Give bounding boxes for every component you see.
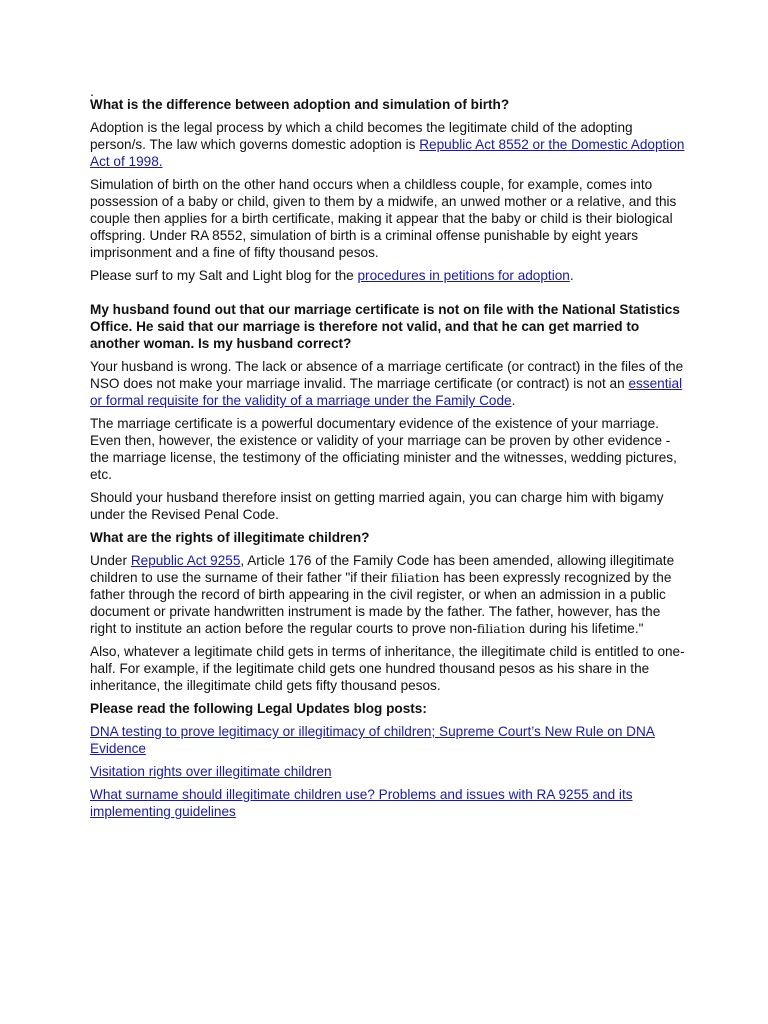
stray-dot: . [90,83,94,99]
filiation-word: filiation [391,570,440,585]
salt-light-paragraph [90,267,690,284]
adoption-text: Adoption is the legal process by which a child becomes the legitimate child of the adopting person/s. The law which governs domestic adoption is [90,120,633,152]
certificate-evidence-paragraph: The marriage certificate is a powerful documentary evidence of the existence of your marriage. Even then, however, the existence or validity of your marriage can be proven by other evidence - the marriage license, the testimony of the officiating minister and the witnesses, wedding pictures, etc. [90,416,677,482]
husband-wrong-paragraph [90,358,690,409]
husband-wrong-text: Your husband is wrong. The lack or absence of a marriage certificate (or contract) in the files of the NSO does not make your marriage invalid. The marriage certificate (or contract) is not an [90,359,684,391]
visitation-rights-link[interactable]: Visitation rights over illegitimate children [90,764,332,779]
list-item [90,723,690,757]
ra9255-text-a: Under [90,553,131,568]
legal-updates-heading: Please read the following Legal Updates blog posts: [90,701,427,716]
filiation-word: filiation [476,621,526,636]
ra9255-text-b: , Article 176 of the Family Code has been amended, allowing illegitimate children to use the surname of their father "if their [90,553,675,585]
surname-issues-link[interactable]: What surname should illegitimate children use? Problems and issues with RA 9255 and its implementing guidelines [90,787,633,819]
salt-light-text: Please surf to my Salt and Light blog for the [90,268,358,283]
inheritance-paragraph: Also, whatever a legitimate child gets in terms of inheritance, the illegitimate child is entitled to one-half. For example, if the legitimate child gets one hundred thousand pesos as his share in the inheritance, the illegitimate child gets fifty thousand pesos. [90,644,685,693]
question-marriage-heading: My husband found out that our marriage certificate is not on file with the National Statistics Office. He said that our marriage is therefore not valid, and that he can get married to another woman. Is my husband correct? [90,302,680,351]
adoption-paragraph [90,119,690,170]
list-item [90,786,690,820]
ra9255-paragraph [90,552,690,637]
husband-wrong-end: . [511,393,516,408]
salt-light-end: . [569,268,574,283]
ra9255-text-d: during his lifetime." [525,621,644,636]
ra9255-link[interactable]: Republic Act 9255 [130,553,241,568]
adoption-procedures-link[interactable]: procedures in petitions for adoption [357,268,570,283]
list-item [90,763,690,780]
essential-requisite-link[interactable]: essential or formal requisite for the validity of a marriage under the Family Code [90,376,683,408]
article-body [90,96,690,826]
ra9255-text-c: has been expressly recognized by the father through the record of birth appearing in the civil register, or when an admission in a public document or private handwritten instrument is made by the father. The father, however, has the right to institute an action before the regular courts to prove non- [90,570,672,636]
simulation-paragraph: Simulation of birth on the other hand occurs when a childless couple, for example, comes into possession of a baby or child, given to them by a midwife, an unwed mother or a relative, and this couple then applies for a birth certificate, making it appear that the baby or child is their biological offspring. Under RA 8552, simulation of birth is a criminal offense punishable by eight years imprisonment and a fine of fifty thousand pesos. [90,177,677,260]
question-adoption-heading: What is the difference between adoption and simulation of birth? [90,97,510,112]
dna-testing-link[interactable]: DNA testing to prove legitimacy or illegitimacy of children; Supreme Court’s New Rule on DNA Evidence [90,724,655,756]
question-illegitimate-heading: What are the rights of illegitimate children? [90,530,370,545]
bigamy-paragraph: Should your husband therefore insist on getting married again, you can charge him with bigamy under the Revised Penal Code. [90,490,664,522]
ra8552-link[interactable]: Republic Act 8552 or the Domestic Adoption Act of 1998. [90,137,685,169]
